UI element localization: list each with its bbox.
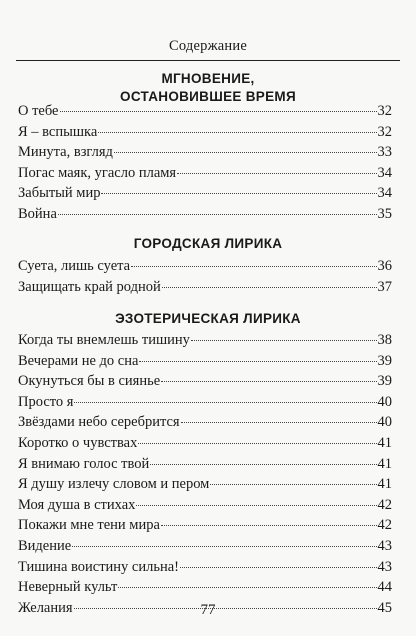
entry-title: Коротко о чувствах bbox=[18, 434, 138, 451]
dot-leader bbox=[60, 111, 377, 112]
entry-title: Когда ты внемлешь тишину bbox=[18, 332, 190, 348]
entry-page-number: 35 bbox=[377, 205, 392, 222]
entry-page-number: 44 bbox=[377, 579, 392, 596]
entry-title: Я душу излечу словом и пером bbox=[18, 476, 210, 493]
dot-leader bbox=[161, 525, 377, 526]
entry-page-number: 39 bbox=[377, 373, 392, 390]
section-title-line: МГНОВЕНИЕ, bbox=[161, 71, 255, 86]
toc-entry[interactable] bbox=[18, 538, 392, 559]
entry-title: Моя душа в стихах bbox=[18, 496, 136, 513]
entry-title: Вечерами не до сна bbox=[18, 352, 139, 369]
toc-entry[interactable] bbox=[18, 206, 392, 227]
toc-entry[interactable] bbox=[18, 165, 392, 186]
dot-leader bbox=[136, 505, 376, 506]
dot-leader bbox=[114, 152, 377, 153]
dot-leader bbox=[191, 340, 377, 341]
dot-leader bbox=[181, 422, 377, 423]
dot-leader bbox=[139, 361, 376, 362]
page-number: 77 bbox=[200, 602, 216, 618]
toc-entry[interactable] bbox=[18, 456, 392, 477]
toc-entry[interactable] bbox=[18, 144, 392, 165]
entry-page-number: 45 bbox=[377, 599, 392, 616]
toc-entry[interactable] bbox=[18, 373, 392, 394]
toc-entry[interactable] bbox=[18, 124, 392, 145]
section-title-line: ОСТАНОВИВШЕЕ ВРЕМЯ bbox=[120, 89, 296, 104]
entry-page-number: 32 bbox=[377, 103, 392, 119]
toc-entry[interactable] bbox=[18, 353, 392, 374]
toc-entry[interactable] bbox=[18, 279, 392, 300]
entry-page-number: 42 bbox=[377, 496, 392, 513]
entry-page-number: 42 bbox=[377, 517, 392, 534]
entry-title: Минута, взгляд bbox=[18, 144, 113, 161]
entry-page-number: 39 bbox=[377, 352, 392, 369]
dot-leader bbox=[58, 214, 377, 215]
dot-leader bbox=[138, 443, 376, 444]
toc-entry[interactable] bbox=[18, 435, 392, 456]
dot-leader bbox=[101, 193, 376, 194]
entry-page-number: 34 bbox=[377, 164, 392, 181]
entry-title: Покажи мне тени мира bbox=[18, 517, 160, 534]
entry-title: Неверный культ bbox=[18, 579, 118, 596]
entry-title: Суета, лишь суета bbox=[18, 258, 131, 274]
toc-entry[interactable] bbox=[18, 497, 392, 518]
dot-leader bbox=[118, 587, 376, 588]
entry-page-number: 41 bbox=[377, 455, 392, 472]
entry-page-number: 43 bbox=[377, 537, 392, 554]
toc-entry[interactable] bbox=[18, 185, 392, 206]
toc-entry[interactable] bbox=[18, 579, 392, 600]
dot-leader bbox=[162, 287, 377, 288]
entry-page-number: 36 bbox=[377, 258, 392, 274]
header-rule bbox=[16, 60, 400, 61]
entry-title: Я внимаю голос твой bbox=[18, 455, 150, 472]
entry-title: Видение bbox=[18, 537, 72, 554]
toc-list-esoteric bbox=[18, 332, 392, 620]
toc-entry[interactable] bbox=[18, 103, 392, 124]
entry-page-number: 33 bbox=[377, 144, 392, 161]
dot-leader bbox=[98, 132, 376, 133]
section-title-line: ЭЗОТЕРИЧЕСКАЯ ЛИРИКА bbox=[115, 311, 301, 326]
entry-page-number: 40 bbox=[377, 393, 392, 410]
dot-leader bbox=[210, 484, 376, 485]
toc-entry[interactable] bbox=[18, 476, 392, 497]
toc-entry[interactable] bbox=[18, 394, 392, 415]
toc-list-moment bbox=[18, 103, 392, 227]
section-title-esoteric bbox=[0, 310, 416, 328]
entry-title: Я – вспышка bbox=[18, 123, 98, 140]
entry-title: Звёздами небо серебрится bbox=[18, 414, 180, 431]
toc-entry[interactable] bbox=[18, 414, 392, 435]
dot-leader bbox=[150, 464, 376, 465]
section-title-moment bbox=[0, 70, 416, 106]
entry-title: Тишина воистину сильна! bbox=[18, 558, 179, 575]
dot-leader bbox=[131, 266, 376, 267]
dot-leader bbox=[74, 402, 376, 403]
toc-list-urban bbox=[18, 258, 392, 299]
toc-entry[interactable] bbox=[18, 517, 392, 538]
entry-title: Война bbox=[18, 205, 57, 222]
dot-leader bbox=[161, 381, 376, 382]
entry-title: Окунуться бы в сиянье bbox=[18, 373, 161, 390]
running-head: Содержание bbox=[169, 38, 247, 54]
toc-entry[interactable] bbox=[18, 332, 392, 353]
dot-leader bbox=[72, 546, 376, 547]
entry-page-number: 43 bbox=[377, 558, 392, 575]
toc-entry[interactable] bbox=[18, 258, 392, 279]
entry-page-number: 40 bbox=[377, 414, 392, 431]
entry-title: Желания bbox=[18, 599, 73, 616]
section-title-line: ГОРОДСКАЯ ЛИРИКА bbox=[133, 236, 283, 251]
entry-title: Защищать край родной bbox=[18, 278, 161, 295]
entry-page-number: 41 bbox=[377, 476, 392, 493]
entry-title: Просто я bbox=[18, 393, 74, 410]
entry-page-number: 41 bbox=[377, 434, 392, 451]
entry-title: О тебе bbox=[18, 103, 59, 119]
entry-page-number: 37 bbox=[377, 278, 392, 295]
toc-entry[interactable] bbox=[18, 559, 392, 580]
entry-page-number: 32 bbox=[377, 123, 392, 140]
entry-title: Забытый мир bbox=[18, 185, 101, 202]
dot-leader bbox=[180, 567, 377, 568]
entry-page-number: 34 bbox=[377, 185, 392, 202]
section-title-urban bbox=[0, 235, 416, 253]
dot-leader bbox=[177, 173, 376, 174]
entry-title: Погас маяк, угасло пламя bbox=[18, 164, 177, 181]
entry-page-number: 38 bbox=[377, 332, 392, 348]
